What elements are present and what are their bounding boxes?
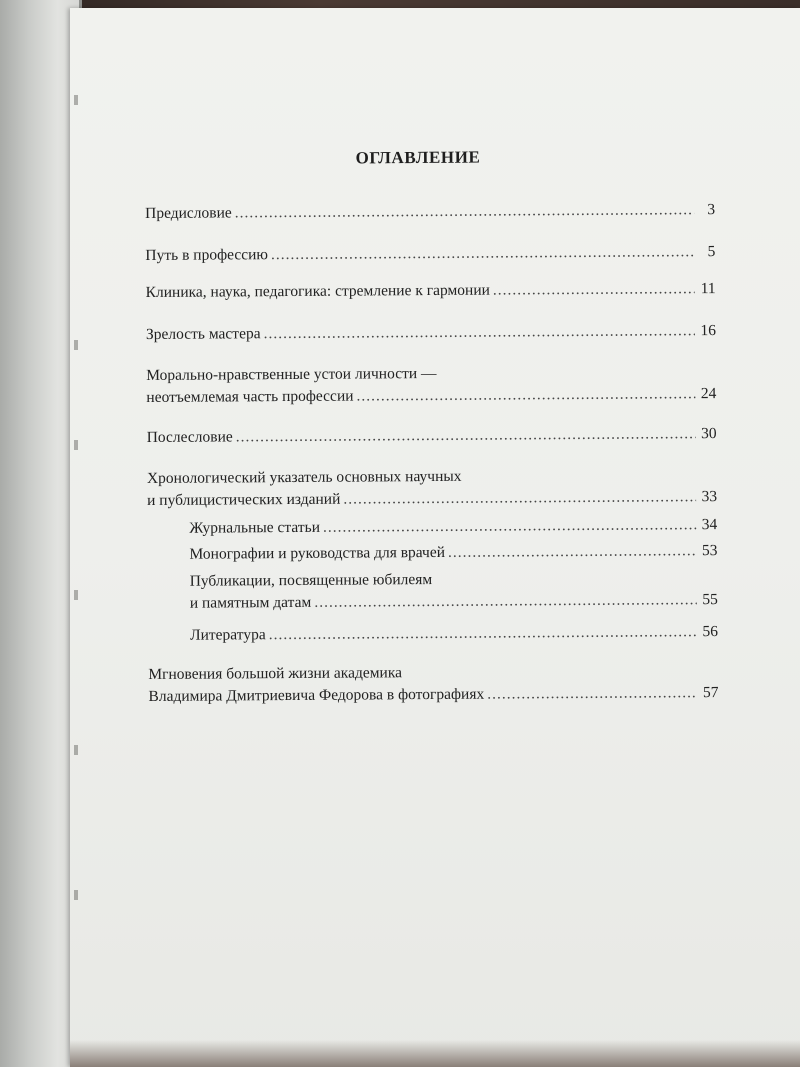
toc-entry[interactable] — [145, 199, 715, 225]
toc-entry-title: Монографии и руководства для врачей — [189, 543, 446, 563]
toc-page-number: 57 — [702, 684, 719, 702]
toc-entry-title: Предисловие — [145, 204, 232, 222]
toc-entry-title: Владимира Дмитриевича Федорова в фотографиях — [148, 685, 485, 705]
toc-entry-title: Журнальные статьи — [189, 518, 321, 537]
toc-entry-title: Путь в профессию — [145, 246, 269, 264]
dot-leader — [493, 278, 695, 301]
toc-title: ОГЛАВЛЕНИЕ — [355, 147, 481, 168]
dot-leader — [356, 383, 695, 407]
toc-entry-title: Зрелость мастера — [145, 325, 261, 343]
dot-leader — [487, 682, 697, 705]
dot-leader — [343, 486, 696, 510]
toc-entry[interactable] — [145, 241, 715, 267]
toc-page-number: 16 — [700, 322, 716, 340]
dot-leader — [448, 540, 697, 564]
toc-entry-title: неотъемлемая часть профессии — [146, 387, 354, 406]
toc-entry[interactable] — [146, 278, 716, 304]
toc-page-number: 5 — [707, 243, 716, 261]
binding-mark — [74, 890, 78, 900]
dot-leader — [236, 423, 696, 448]
toc-entry-title-line1: Хронологический указатель основных научных — [146, 467, 462, 487]
binding-mark — [74, 440, 78, 450]
toc-entry[interactable] — [146, 320, 716, 346]
toc-entry-title: Клиника, наука, педагогика: стремление к гармонии — [145, 281, 490, 301]
toc-entry-title: Литература — [189, 626, 266, 644]
toc-page-number: 55 — [702, 591, 718, 609]
dot-leader — [271, 241, 695, 266]
dot-leader — [263, 320, 695, 345]
toc-entry[interactable] — [147, 423, 717, 449]
toc-subentry[interactable] — [190, 621, 718, 647]
dot-leader — [235, 199, 694, 224]
toc-page-number: 33 — [701, 488, 718, 506]
toc-entry-title: Послесловие — [146, 428, 233, 446]
toc-page-number: 56 — [702, 623, 719, 641]
toc-entry-title: и памятным датам — [189, 593, 312, 612]
toc-page-number: 30 — [701, 425, 717, 443]
toc-page-number: 11 — [700, 280, 716, 298]
toc-page-number: 34 — [701, 516, 718, 534]
toc-subentry[interactable] — [190, 567, 718, 615]
dot-leader — [269, 621, 698, 646]
binding-mark — [74, 745, 78, 755]
dot-leader — [314, 589, 697, 614]
binding-mark — [74, 340, 78, 350]
toc-entry[interactable] — [148, 660, 718, 708]
toc-entry-title-line1: Морально-нравственные устои личности — — [146, 364, 437, 384]
dot-leader — [323, 514, 696, 539]
toc-page-number: 53 — [701, 542, 718, 560]
toc-subentry[interactable] — [189, 540, 717, 566]
toc-entry-title: и публицистических изданий — [147, 490, 341, 509]
toc-subentry[interactable] — [189, 514, 717, 540]
toc-entry[interactable] — [147, 464, 717, 512]
binding-mark — [74, 95, 78, 105]
toc-page-number: 3 — [707, 201, 716, 219]
page-bottom-shadow — [70, 1040, 800, 1067]
binding-mark — [74, 590, 78, 600]
toc-entry-title-line1: Мгновения большой жизни академика — [148, 664, 403, 683]
toc-page-number: 24 — [700, 385, 717, 403]
toc-entry[interactable] — [146, 361, 716, 409]
toc-entry-title-line1: Публикации, посвященные юбилеям — [189, 571, 433, 590]
